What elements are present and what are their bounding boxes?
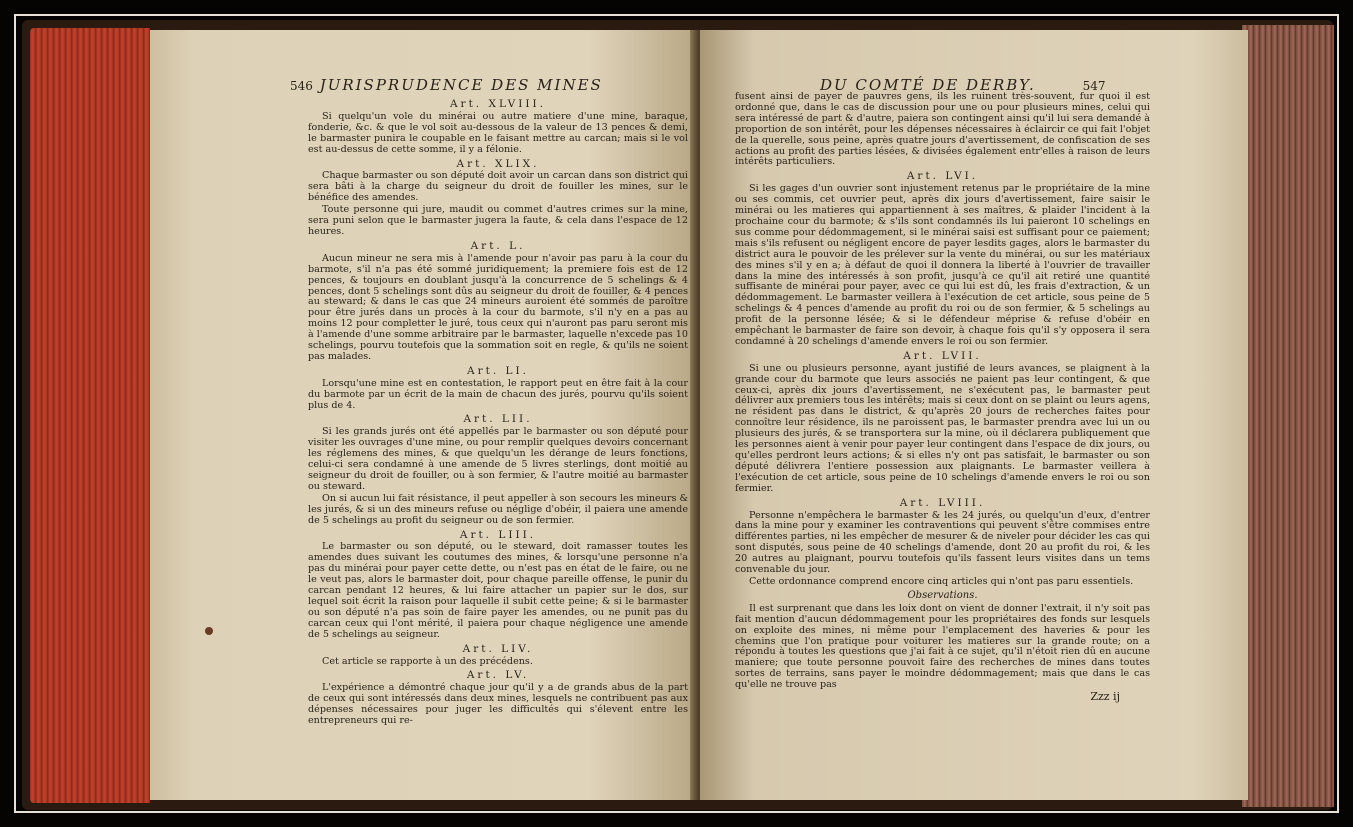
left-page-number: 546 <box>290 79 313 93</box>
paragraph: Cet article se rapporte à un des précédens. <box>322 655 533 667</box>
book-red-edge-left <box>30 28 150 803</box>
paragraph: Si les grands jurés ont été appellés par le barmaster ou son député pour visiter les ouvrages d'une mine, ou pour remplir quelques devoirs concernant les réglemens des mines, & que quelqu'un les dérange de leurs fonctions, celui-ci sera condamné à une amende de 5 livres sterlings, dont moitié au seigneur du droit de fouiller, ou à son fermier, & l'autre moitié au barmaster ou steward. <box>308 426 688 492</box>
paragraph: Il est surprenant que dans les loix dont on vient de donner l'extrait, il n'y soit pas fait mention d'aucun dédommagement pour les propriétaires des fonds sur lesquels on exploite des mines, ni même pour l'emplacement des haveries & pour les chemins que l'on pratique pour voiturer les matieres sur la grande route; on a répondu à toutes les questions que j'ai fait à ce sujet, qu'il n'étoit rien dû en aucune maniere; que toute personne pouvoit faire des recherches de mines dans toutes sortes de terrains, sans payer le moindre dédommagement; mais que dans le cas qu'elle ne trouve pas <box>735 602 1150 691</box>
left-page <box>150 30 698 800</box>
paragraph: Si une ou plusieurs personne, ayant justifié de leurs avances, se plaignent à la grande cour du barmote que leurs associés ne paient pas leur contingent, & que ceux-ci, après dix jours d'avertissement, ne s'exécutent pas, le barmaster peut délivrer aux premiers tous les intérêts; mais si ceux dont on se plaint ou leurs agens, ne résident pas dans le district, & qu'après 20 jours de recherches faites pour connoître leur résidence, ils ne paroissent pas, le barmaster prendra avec lui un ou plusieurs des jurés, & se transportera sur la mine, où il déclarera publiquement que les personnes aient à venir pour payer leur contingent dans l'espace de dix jours, ou qu'elles perdront leurs actions; & si elles n'y ont pas satisfait, le barmaster ou son député délivrera l'entiere possession aux plaignants. Le barmaster veillera à l'exécution de cet article, sous peine de 10 schelings d'amende envers le roi ou son fermier. <box>735 362 1150 494</box>
paragraph: Lorsqu'une mine est en contestation, le rapport peut en être fait à la cour du barmote par un écrit de la main de chacun des jurés, pourvu qu'ils soient plus de 4. <box>308 377 688 411</box>
paragraph: On si aucun lui fait résistance, il peut appeller à son secours les mineurs & les jurés, & si un des mineurs refuse ou néglige d'obéir, il paiera une amende de 5 schelings au profit du seigneur ou de son fermier. <box>308 492 688 526</box>
paragraph: fusent ainsi de payer de pauvres gens, ils les ruinent très-souvent, fur quoi il est ordonné que, dans le cas de discussion pour une ou pour plusieurs mines, celui qui sera intéressé de part & d'autre, paiera son contingent ainsi qu'il lui sera demandé à proportion de son intérêt, pour les dépenses nécessaires à éclaircir ce qui fait l'objet de la querelle, sous peine, après quatre jours d'avertissement, de confiscation de ses actions au profit des parties lésées, & divisées également entr'elles à raison de leurs intérêts particuliers. <box>735 91 1150 168</box>
right-running-title: DU COMTÉ DE DERBY. <box>820 76 1036 94</box>
right-page-number: 547 <box>1082 79 1106 93</box>
paragraph: Si quelqu'un vole du minérai ou autre matiere d'une mine, baraque, fonderie, &c. & que le vol soit au-dessous de la valeur de 13 pences & demi, le barmaster punira le coupable en le faisant mettre au carcan; mais si le vol est au-dessus de cette somme, il y a félonie. <box>308 110 688 155</box>
signature-mark: Zzz ij <box>1090 690 1120 704</box>
article-heading: Art. LVI. <box>906 170 979 183</box>
article-heading: Art. LIV. <box>462 642 534 655</box>
article-heading: Art. LVII. <box>903 349 982 362</box>
left-running-head <box>290 76 603 94</box>
article-heading: Art. LVIII. <box>899 496 986 509</box>
paragraph: Personne n'empêchera le barmaster & les 24 jurés, ou quelqu'un d'eux, d'entrer dans la mine pour y examiner les contraventions qui peuvent s'être commises entre différentes parties, ni les empêcher de mesurer & de niveler pour décider les cas qui sont disputés, sous peine de 40 schelings d'amende, dont 20 au profit du roi, & les 20 autres au plaignant, pourvu toutefois qu'ils fassent leurs visites dans un tems convenable du jour. <box>735 509 1150 576</box>
left-page-text <box>308 96 688 728</box>
article-heading: Art. XLIX. <box>456 157 540 170</box>
paragraph: L'expérience a démontré chaque jour qu'il y a de grands abus de la part de ceux qui sont intéressés dans deux mines, lesquels ne contribuent pas aux dépenses nécessaires pour juger les difficultés qui s'élevent entre les entrepreneurs qui re- <box>308 682 688 727</box>
paragraph: Chaque barmaster ou son député doit avoir un carcan dans son district qui sera bâti à la charge du seigneur du droit de fouiller les mines, sur le bénéfice des amendes. <box>308 170 688 204</box>
article-heading: Art. LV. <box>466 669 530 682</box>
right-page <box>700 30 1248 800</box>
observations-heading: Observations. <box>907 589 978 601</box>
paragraph: Si les gages d'un ouvrier sont injustement retenus par le propriétaire de la mine ou ses commis, cet ouvrier peut, après dix jours d'avertissement, faire saisir le minérai ou les matieres qui appartiennent à ses maîtres, & plaider l'incident à la prochaine cour du barmote; & s'ils sont condamnés ils lui paieront 10 schelings en sus comme pour dédommagement, si le minérai saisi est suffisant pour ce paiement; mais s'ils refusent ou négligent encore de payer lesdits gages, alors le barmaster du district aura le pouvoir de les prélever sur la vente du minérai, ou sur les matériaux des mines s'il y en a; à défaut de quoi il donnera la liberté à l'ouvrier de travailler dans la mine des intéressés à son profit, jusqu'à ce qu'il ait retiré une quantité suffisante de minérai pour payer, avec ce qui lui est dû, les frais d'extraction, & un dédommagement. Le barmaster veillera à l'exécution de cet article, sous peine de 5 schelings & 4 pences d'amende au profit du roi ou de son fermier, & 5 schelings au profit de la personne lésée; & si le défendeur méprise & refuse d'obéir en empêchant le barmaster de faire son devoir, à chaque fois qu'il s'y opposera il sera condamné à 20 schelings d'amende envers le roi ou son fermier. <box>735 183 1150 347</box>
paragraph: Le barmaster ou son député, ou le steward, doit ramasser toutes les amendes dues suivant les coutumes des mines, & lorsqu'une personne n'a pas du minérai pour payer cette dette, ou n'est pas en état de le faire, ou ne le veut pas, alors le barmaster doit, pour chaque pareille offense, le punir du carcan pendant 12 heures, & lui faire attacher un papier sur le dos, sur lequel soit écrit la raison pour laquelle il subit cette peine; & si le barmaster ou son député n'a pas soin de faire payer les amendes, ou ne punit pas du carcan ceux qui l'ont mérité, il paiera pour chaque négligence une amende de 5 schelings au seigneur. <box>308 541 688 640</box>
paragraph: Cette ordonnance comprend encore cinq articles qui n'ont pas paru essentiels. <box>749 575 1134 587</box>
book-edge-right <box>1242 25 1334 807</box>
paragraph: Toute personne qui jure, maudit ou commet d'autres crimes sur la mine, sera puni selon que le barmaster jugera la faute, & cela dans l'espace de 12 heures. <box>308 204 688 237</box>
article-heading: Art. LII. <box>463 413 533 426</box>
article-heading: Art. L. <box>470 239 526 252</box>
article-heading: Art. XLVIII. <box>449 98 547 110</box>
paper-stain <box>205 627 213 635</box>
left-running-title: JURISPRUDENCE DES MINES <box>319 76 603 94</box>
article-heading: Art. LI. <box>467 364 529 377</box>
article-heading: Art. LIII. <box>459 528 537 541</box>
paragraph: Aucun mineur ne sera mis à l'amende pour n'avoir pas paru à la cour du barmote, s'il n'a pas été sommé juridiquement; la premiere fois est de 12 pences, & toujours en doublant jusqu'à la concurrence de 5 schelings & 4 pences, dont 5 schelings sont dûs au seigneur du droit de fouiller, & 4 pences au steward; & dans le cas que 24 mineurs auroient été sommés de paroître pour être jurés dans un procès à la cour du barmote, s'il n'y en a pas au moins 12 pour completter le juré, tous ceux qui n'auront pas paru seront mis à l'amende d'une somme arbitraire par le barmaster, laquelle n'excede pas 10 schelings, pourvu toutefois que la sommation soit en regle, & qu'ils ne soient pas malades. <box>308 252 688 362</box>
right-page-text <box>735 92 1150 703</box>
